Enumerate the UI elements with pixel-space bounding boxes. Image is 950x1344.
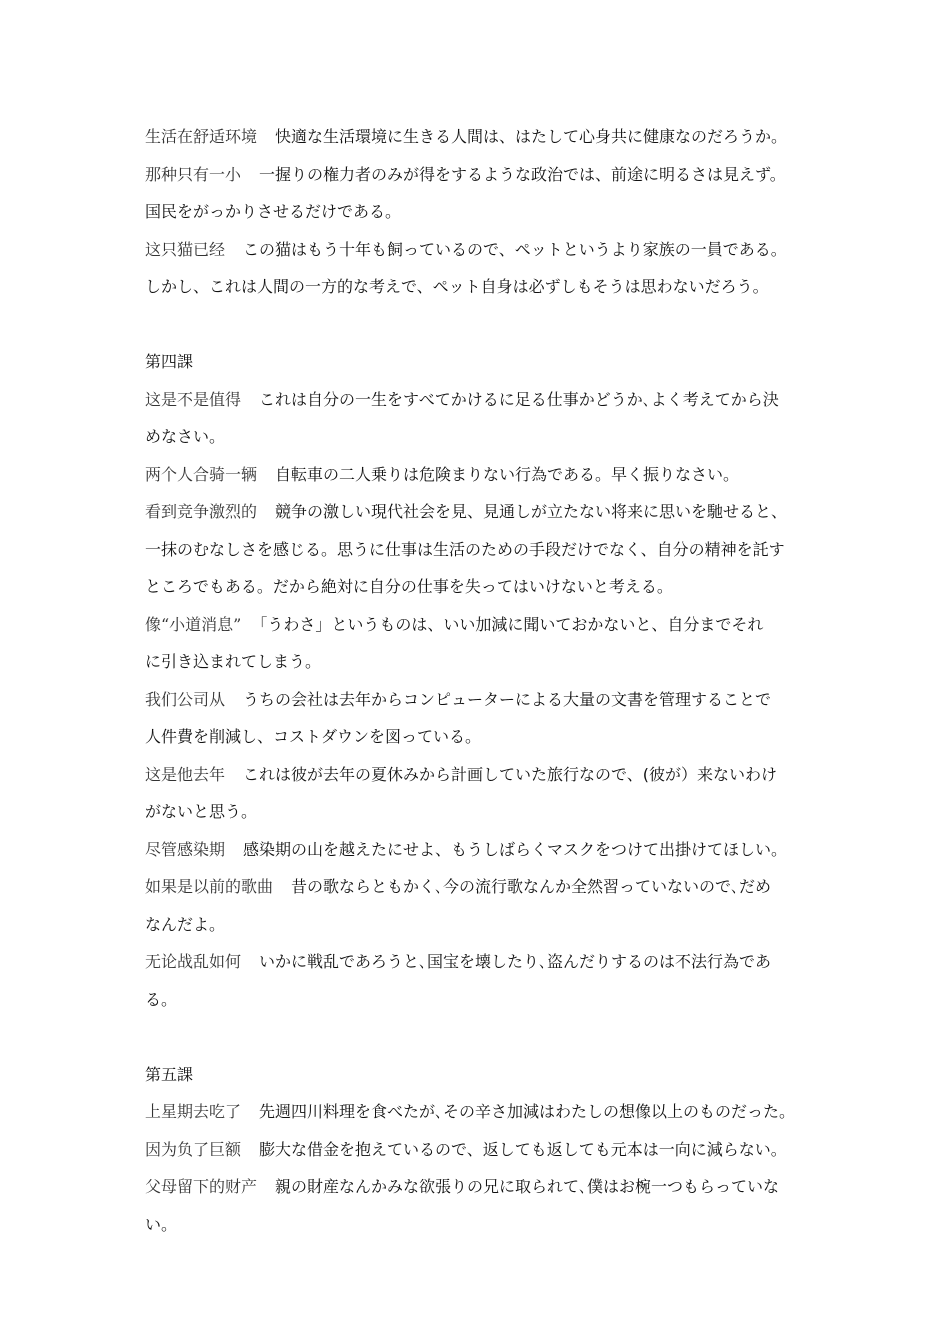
japanese-translation: 先週四川料理を食べたが､その辛さ加減はわたしの想像以上のものだった。 (259, 1102, 796, 1121)
continuation-line: めなさい。 (145, 427, 226, 446)
entry-line (145, 943, 825, 981)
entry-line (145, 118, 825, 156)
chinese-prompt: 那种只有一小 (145, 164, 242, 184)
continuation-line: なんだよ。 (145, 914, 226, 934)
continuation-line: ところでもある。だから絶対に自分の仕事を失ってはいけないと考える。 (145, 577, 673, 596)
entry-line (145, 868, 825, 906)
japanese-translation: うちの会社は去年からコンピューターによる大量の文書を管理することで (243, 689, 772, 709)
chinese-prompt: 这只猫已经 (145, 239, 226, 259)
chinese-prompt: 两个人合骑一辆 (145, 464, 258, 484)
entry-line (145, 1168, 825, 1206)
japanese-translation: 感染期の山を越えたにせよ、もうしばらくマスクをつけて出掛けてほしい。 (243, 839, 788, 859)
chinese-prompt: 无论战乱如何 (145, 952, 242, 971)
continuation-line: がないと思う。 (145, 802, 258, 821)
lesson-heading: 第五課 (145, 1064, 194, 1084)
entry-line (145, 681, 825, 719)
chinese-prompt: 看到竞争激烈的 (145, 502, 258, 521)
japanese-translation: 自転車の二人乗りは危険まりない行為である。早く振りなさい。 (275, 464, 740, 484)
japanese-translation: 「うわさ」というものは、いい加減に聞いておかないと、自分までそれ (259, 614, 764, 634)
chinese-prompt: 父母留下的财产 (145, 1177, 258, 1196)
japanese-translation: 膨大な借金を抱えているので、返しても返しても元本は一向に減らない。 (259, 1139, 787, 1159)
chinese-prompt: 因为负了巨额 (145, 1139, 242, 1159)
continuation-line: しかし、これは人間の一方的な考えで、ペット自身は必ずしもそうは思わないだろう。 (145, 277, 769, 296)
continuation-line: 一抹のむなしさを感じる。思うに仕事は生活のための手段だけでなく、自分の精神を託す (145, 539, 785, 559)
chinese-prompt: 这是他去年 (145, 764, 226, 784)
japanese-translation: 昔の歌ならともかく､今の流行歌なんか全然習っていないので､だめ (291, 877, 772, 896)
entry-line (145, 756, 825, 794)
entry-line (145, 1093, 825, 1131)
chinese-prompt: 如果是以前的歌曲 (145, 877, 274, 896)
japanese-translation: 一握りの権力者のみが得をするような政治では、前途に明るさは見えず。 (259, 164, 786, 184)
entry-line (145, 381, 825, 419)
continuation-line: 人件費を削減し、コストダウンを図っている。 (145, 727, 482, 746)
chinese-prompt: 这是不是值得 (145, 389, 242, 409)
chinese-prompt: 我们公司从 (145, 689, 226, 709)
chinese-prompt: 生活在舒适环境 (145, 127, 258, 146)
japanese-translation: 親の財産なんかみな欲張りの兄に取られて､僕はお椀一つもらっていな (275, 1177, 780, 1196)
entry-line (145, 231, 825, 269)
japanese-translation: この猫はもう十年も飼っているので、ペットというより家族の一員である。 (243, 239, 787, 259)
entry-line (145, 456, 825, 494)
continuation-line: い。 (145, 1214, 178, 1234)
japanese-translation: これは彼が去年の夏休みから計画していた旅行なので、(彼が）来ないわけ (243, 764, 777, 784)
continuation-line: 国民をがっかりさせるだけである。 (145, 202, 402, 221)
chinese-prompt: 尽管感染期 (145, 839, 226, 859)
entry-line (145, 1131, 825, 1169)
continuation-line: に引き込まれてしまう。 (145, 652, 322, 671)
japanese-translation: 快適な生活環境に生きる人間は、はたして心身共に健康なのだろうか。 (275, 127, 788, 146)
continuation-line: る。 (145, 989, 178, 1009)
chinese-prompt: 像“小道消息” (145, 614, 242, 634)
entry-line (145, 156, 825, 194)
section-spacer (145, 306, 825, 344)
lesson-heading: 第四課 (145, 352, 194, 371)
entry-line (145, 606, 825, 644)
japanese-translation: いかに戦乱であろうと､国宝を壊したり､盗んだりするのは不法行為であ (259, 952, 772, 971)
entry-line (145, 831, 825, 869)
section-spacer (145, 1018, 825, 1056)
chinese-prompt: 上星期去吃了 (145, 1102, 242, 1121)
japanese-translation: 競争の激しい現代社会を見、見通しが立たない将来に思いを馳せると、 (275, 502, 788, 521)
entry-line (145, 493, 825, 531)
japanese-translation: これは自分の一生をすべてかけるに足る仕事かどうか､よく考えてから決 (259, 389, 779, 409)
document-body (145, 118, 825, 1243)
